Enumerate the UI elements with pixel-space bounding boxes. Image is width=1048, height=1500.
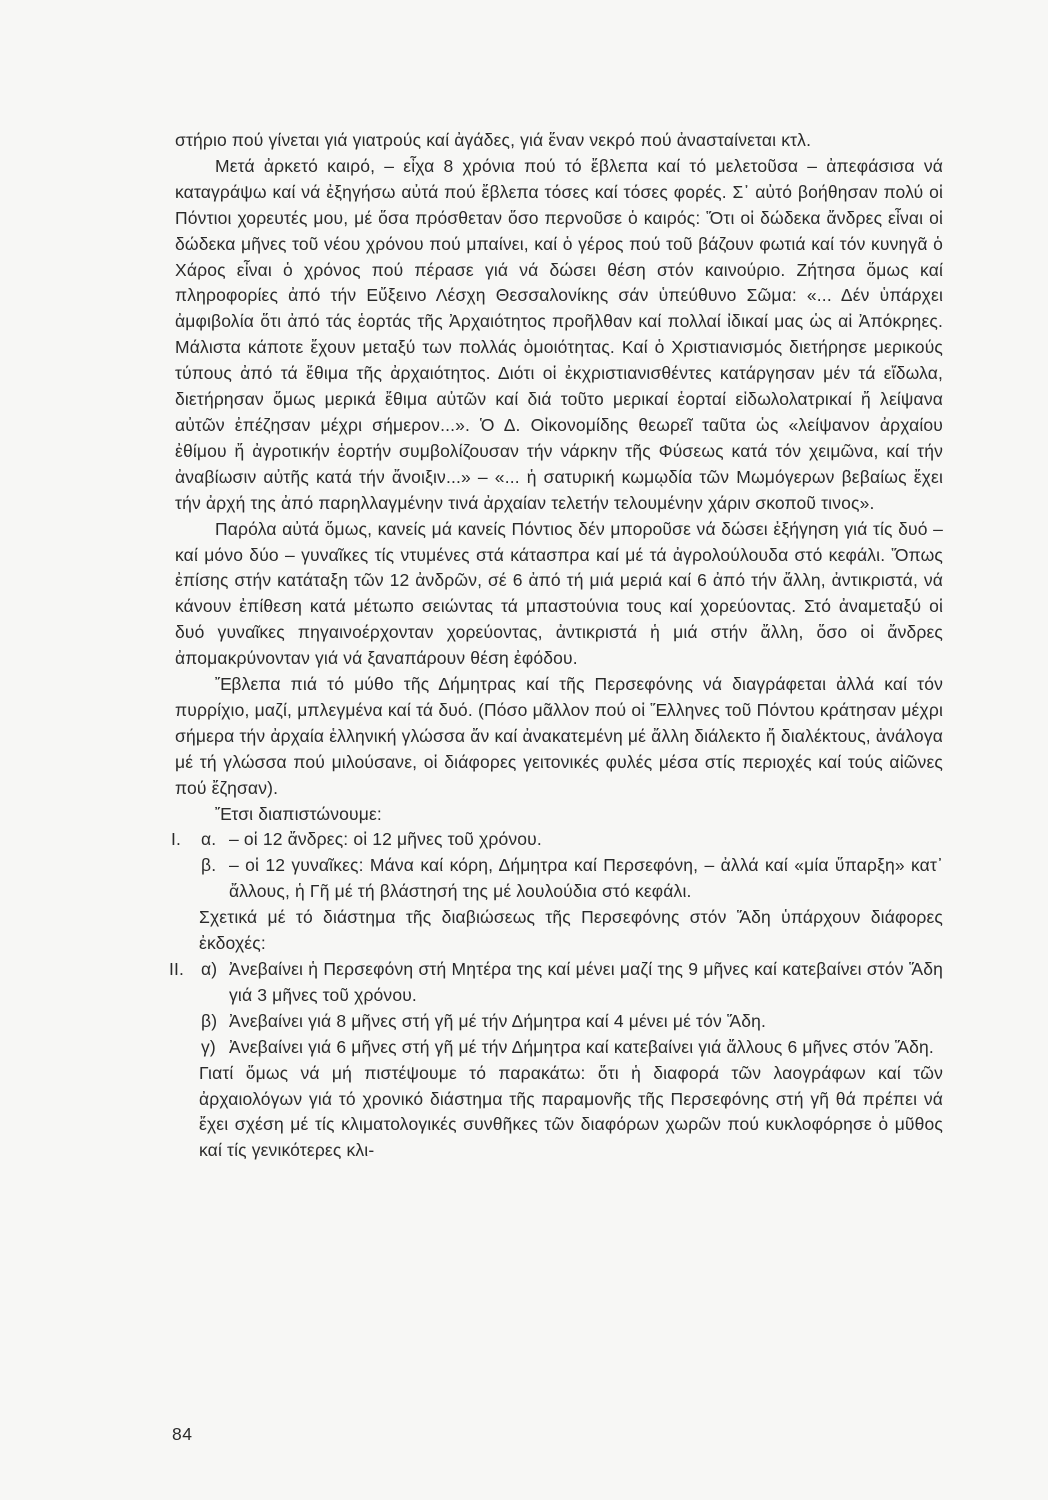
list-text-2c: Ἀνεβαίνει γιά 6 μῆνες στή γῆ μέ τήν Δήμητρα καί κατεβαίνει γιά ἄλλους 6 μῆνες στόν Ἅδη. [229, 1036, 934, 1057]
list-item-1a [171, 827, 943, 853]
list-item-2a [169, 957, 943, 1009]
page-body [169, 128, 943, 1164]
paragraph-continuation: στήριο πού γίνεται γιά γιατρούς καί ἀγάδες, γιά ἕναν νεκρό πού ἀνασταίνεται κτλ. [175, 130, 812, 150]
list-marker-1b: β. [201, 855, 217, 876]
list-item-1b [175, 853, 943, 905]
list-text-1a: – οἱ 12 ἄνδρες: οἱ 12 μῆνες τοῦ χρόνου. [229, 829, 542, 850]
list-marker-2c: γ) [201, 1036, 216, 1057]
list-marker-1a: α. [201, 829, 217, 850]
paragraph-two-women: Παρόλα αὐτά ὅμως, κανείς μά κανείς Πόντιος δέν μποροῦσε νά δώσει ἐξήγηση γιά τίς δυό – καί μόνο δύο – γυναῖκες τίς ντυμένες στά κάτασπρα καί μέ τά ἀγρολούλουδα στό κεφάλι. Ὅπως ἐπίσης στήν κατάταξη τῶν 12 ἀνδρῶν, σέ 6 ἀπό τή μιά μεριά καί 6 ἀπό τήν ἄλλη, ἀντικριστά, νά κάνουν ἐπίθεση κατά μέτωπο σειώντας τά μπαστούνια τους καί χορεύοντας. Στό ἀναμεταξύ οἱ δυό γυναῖκες πηγαινοέρχονταν χορεύοντας, ἀντικριστά ἡ μιά στήν ἄλλη, ὅσο οἱ ἄνδρες ἀπομακρύνονταν γιά νά ξαναπάρουν θέση ἐφόδου. [175, 518, 943, 669]
list-text-2b: Ἀνεβαίνει γιά 8 μῆνες στή γῆ μέ τήν Δήμητρα καί 4 μένει μέ τόν Ἅδη. [229, 1010, 767, 1031]
list-text-1b: – οἱ 12 γυναῖκες: Μάνα καί κόρη, Δήμητρα καί Περσεφόνη, – ἀλλά καί «μία ὕπαρξη» κατ᾽ ἄλλους, ἡ Γῆ μέ τή βλάστησή της μέ λουλούδια στό κεφάλι. [229, 855, 943, 902]
paragraph-myth: Ἔβλεπα πιά τό μύθο τῆς Δήμητρας καί τῆς Περσεφόνης νά διαγράφεται ἀλλά καί τόν πυρρίχιο, μαζί, μπλεγμένα καί τά δυό. (Πόσο μᾶλλον πού οἱ Ἕλληνες τοῦ Πόντου κράτησαν μέχρι σήμερα τήν ἀρχαία ἑλληνική γλώσσα ἄν καί ἀνακατεμένη μέ ἄλλη διάλεκτο ἤ διαλέκτους, ἀνάλογα μέ τή γλώσσα πού μιλούσανε, οἱ διάφορες γειτονικές φυλές μέσα στίς περιοχές καί τούς αἰῶνες πού ἔζησαν). [175, 674, 943, 798]
page-number: 84 [172, 1424, 193, 1444]
list-text-2a: Ἀνεβαίνει ἡ Περσεφόνη στή Μητέρα της καί μένει μαζί της 9 μῆνες καί κατεβαίνει στόν Ἅδη γιά 3 μῆνες τοῦ χρόνου. [229, 959, 943, 1005]
paragraph-closing: Γιατί ὅμως νά μή πιστέψουμε τό παρακάτω: ὅτι ἡ διαφορά τῶν λαογράφων καί τῶν ἀρχαιολόγων γιά τό χρονικό διάστημα τῆς παραμονῆς τῆς Περσεφόνης στή γῆ θά πρέπει νά ἔχει σχέση μέ τίς κλιματολογικές συνθῆκες τῶν διαφόρων χωρῶν πού κυκλοφόρησε ὁ μῦθος καί τίς γενικότερες κλι- [199, 1062, 943, 1161]
paragraph-conclusion-intro: Ἔτσι διαπιστώνουμε: [215, 803, 382, 824]
list-item-2b [175, 1009, 943, 1035]
list-marker-2b: β) [201, 1010, 218, 1031]
paragraph-versions-intro: Σχετικά μέ τό διάστημα τῆς διαβιώσεως τῆς Περσεφόνης στόν Ἅδη ὑπάρχουν διάφορες ἐκδοχές: [199, 907, 943, 954]
roman-numeral-2: II. [169, 959, 185, 979]
paragraph-informants: Μετά ἀρκετό καιρό, – εἶχα 8 χρόνια πού τό ἔβλεπα καί τό μελετοῦσα – ἀπεφάσισα νά καταγράψω καί νά ἐξηγήσω αὐτά πού ἔβλεπα τόσες καί τόσες φορές. Σ᾽ αὐτό βοήθησαν πολύ οἱ Πόντιοι χορευτές μου, μέ ὅσα πρόσθεταν ὅσο περνοῦσε ὁ καιρός: Ὅτι οἱ δώδεκα ἄνδρες εἶναι οἱ δώδεκα μῆνες τοῦ νέου χρόνου πού μπαίνει, καί ὁ γέρος πού τοῦ βάζουν φωτιά καί τόν κυνηγᾶ ὁ Χάρος εἶναι ὁ χρόνος πού πέρασε γιά νά δώσει θέση στόν καινούριο. Ζήτησα ὅμως καί πληροφορίες ἀπό τήν Εὔξεινο Λέσχη Θεσσαλονίκης σάν ὑπεύθυνο Σῶμα: «... Δέν ὑπάρχει ἀμφιβολία ὅτι ἀπό τάς ἑορτάς τῆς Ἀρχαιότητος προῆλθαν καί πολλαί ἰδικαί μας ὡς αἱ Ἀπόκρηες. Μάλιστα κάποτε ἔχουν μεταξύ των πολλάς ὁμοιότητας. Καί ὁ Χριστιανισμός διετήρησε μερικούς τύπους ἀπό τά ἔθιμα τῆς ἀρχαιότητος. Διότι οἱ ἐκχριστιανισθέντες κατάργησαν μέν τά εἴδωλα, διετήρησαν ὅμως μερικά ἔθιμα αὐτῶν καί διά τοῦτο μερικαί ἑορταί εἰδωλολατρικαί ἤ λείψανα αὐτῶν ἐπέζησαν μέχρι σήμερον...». Ὁ Δ. Οἰκονομίδης θεωρεῖ ταῦτα ὡς «λείψανον ἀρχαίου ἐθίμου ἤ ἀγροτικήν ἑορτήν συμβολίζουσαν τήν νάρκην τῆς Φύσεως κατά τόν χειμῶνα, καί τήν ἀναβίωσιν αὐτῆς κατά τήν ἄνοιξιν...» – «... ἡ σατυρική κωμῳδία τῶν Μωμόγερων βεβαίως ἔχει τήν ἀρχή της ἀπό παρηλλαγμένην τινά ἀρχαίαν τελετήν τελουμένην χάριν σκοποῦ τινος». [175, 155, 943, 513]
list-marker-2a: α) [201, 959, 218, 979]
roman-numeral-1: I. [171, 829, 182, 850]
list-item-2c [175, 1035, 943, 1061]
